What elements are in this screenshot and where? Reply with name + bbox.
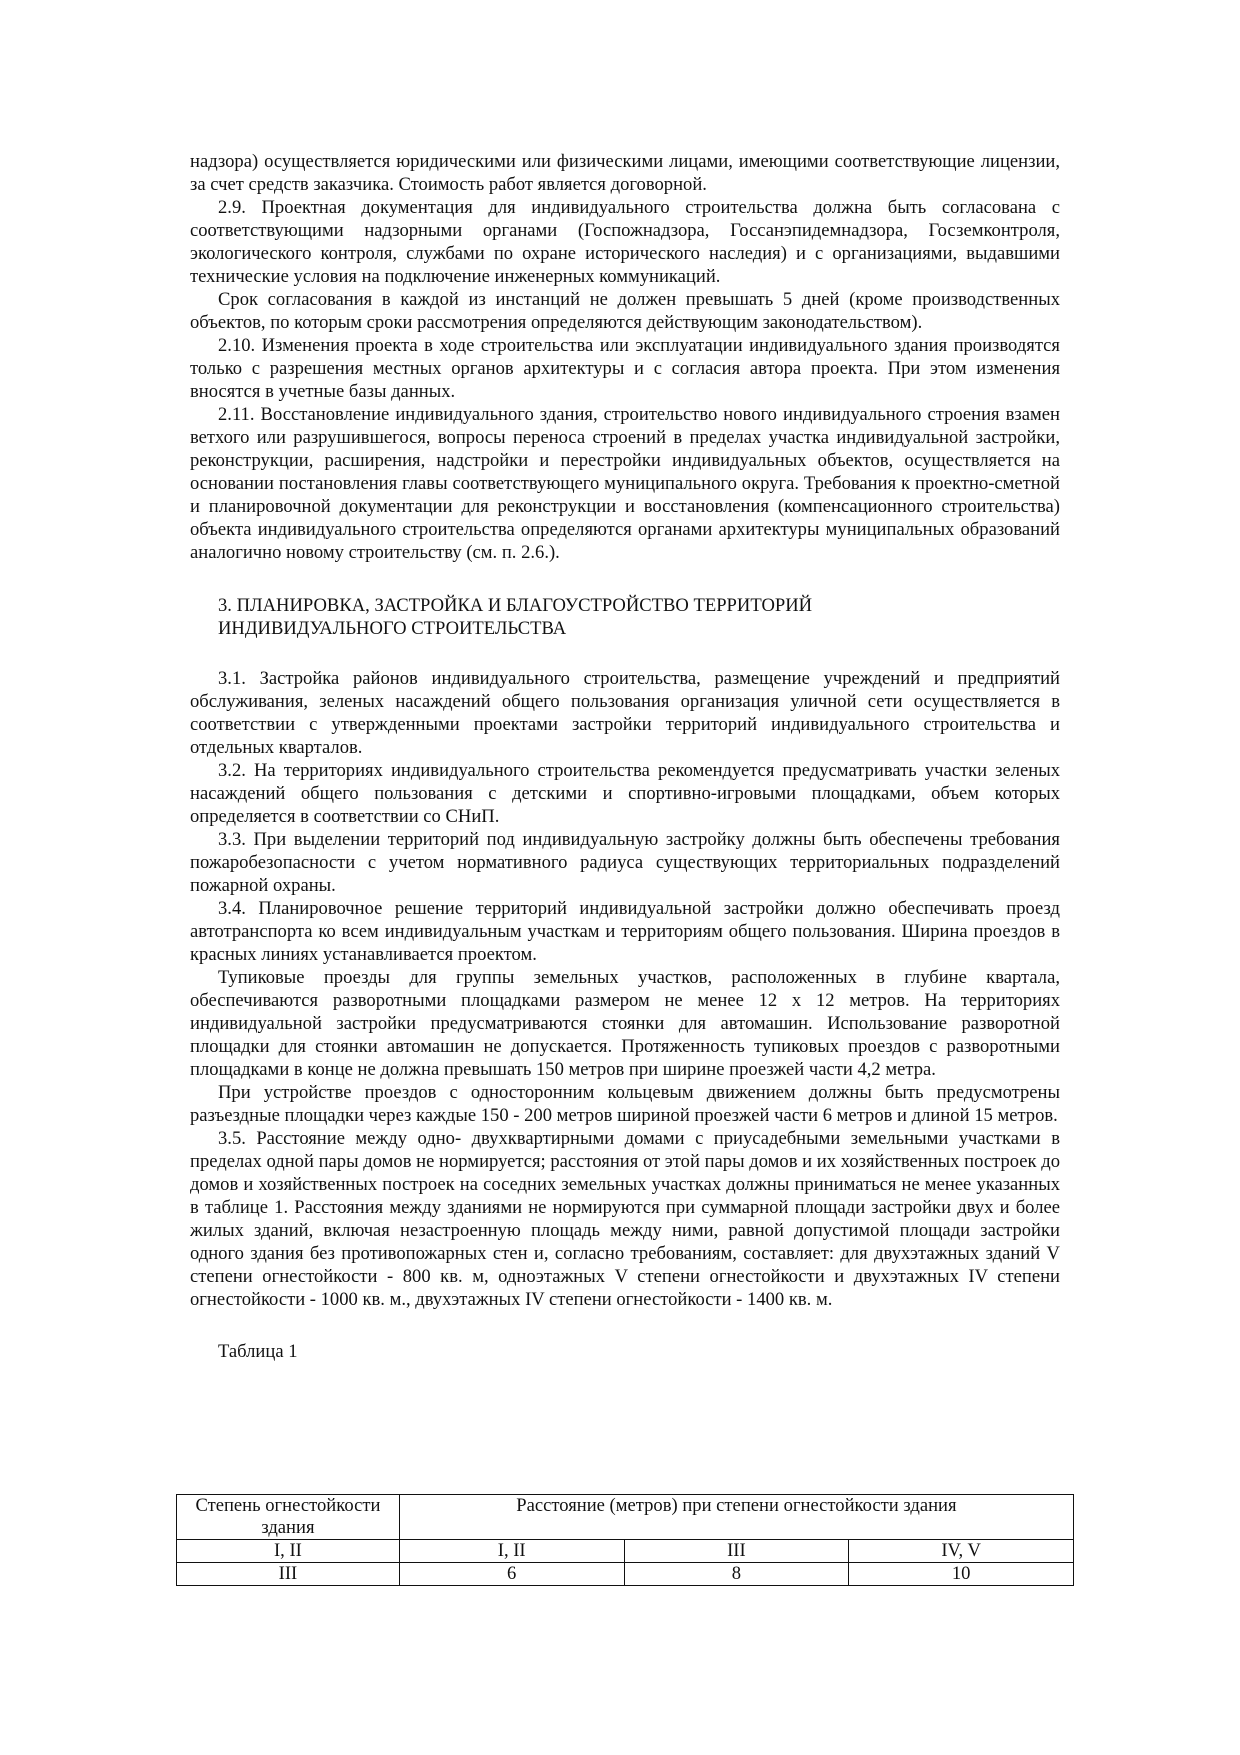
- table-cell: 10: [849, 1563, 1074, 1586]
- table-header-fire-degree: Степень огнестойкости здания: [177, 1495, 400, 1540]
- table-cell: III: [624, 1540, 849, 1563]
- paragraph-3-4: 3.4. Планировочное решение территорий индивидуальной застройки должно обеспечивать проезд автотранспорта ко всем индивидуальным участкам и территориям общего пользования. Ширина проездов в красных линиях устанавливается проектом.: [190, 898, 1060, 965]
- document-page: [190, 150, 1060, 1381]
- fire-distance-table: [176, 1494, 1074, 1586]
- paragraph-3-3: 3.3. При выделении территорий под индивидуальную застройку должны быть обеспечены требования пожаробезопасности с учетом нормативного радиуса существующих территориальных подразделений пожарной охраны.: [190, 829, 1060, 896]
- paragraph-dead-end-roads: Тупиковые проезды для группы земельных участков, расположенных в глубине квартала, обеспечиваются разворотными площадками размером не менее 12 х 12 метров. На территориях индивидуальной застройки предусматриваются стоянки для автомашин. Использование разворотной площадки для стоянки автомашин не допускается. Протяженность тупиковых проездов с разворотными площадками в конце не должна превышать 150 метров при ширине проезжей части 4,2 метра.: [190, 967, 1060, 1080]
- table-cell: 8: [624, 1563, 849, 1586]
- paragraph-2-10: 2.10. Изменения проекта в ходе строительства или эксплуатации индивидуального здания производятся только с разрешения местных органов архитектуры и с согласия автора проекта. При этом изменения вносятся в учетные базы данных.: [190, 335, 1060, 402]
- table-cell: IV, V: [849, 1540, 1074, 1563]
- paragraph-one-way-roads: При устройстве проездов с односторонним кольцевым движением должны быть предусмотрены разъездные площадки через каждые 150 - 200 метров шириной проезжей части 6 метров и длиной 15 метров.: [190, 1082, 1060, 1126]
- table-row: [177, 1563, 1074, 1586]
- paragraph-2-9: 2.9. Проектная документация для индивидуального строительства должна быть согласована с соответствующими надзорными органами (Госпожнадзора, Госсанэпидемнадзора, Госземконтроля, экологического контроля, службами по охране исторического наследия) и с организациями, выдавшими технические условия на подключение инженерных коммуникаций.: [190, 197, 1060, 287]
- paragraph-3-5: 3.5. Расстояние между одно- двухквартирными домами с приусадебными земельными участками в пределах одной пары домов не нормируется; расстояния от этой пары домов и их хозяйственных построек до домов и хозяйственных построек на соседних земельных участках должны приниматься не менее указанных в таблице 1. Расстояния между зданиями не нормируются при суммарной площади застройки двух и более жилых зданий, включая незастроенную площадь между ними, равной допустимой площади застройки одного здания без противопожарных стен и, согласно требованиям, составляет: для двухэтажных зданий V степени огнестойкости - 800 кв. м, одноэтажных V степени огнестойкости и двухэтажных IV степени огнестойкости - 1000 кв. м., двухэтажных IV степени огнестойкости - 1400 кв. м.: [190, 1128, 1060, 1310]
- table-caption: Таблица 1: [218, 1341, 298, 1362]
- section-heading: [218, 594, 1060, 640]
- section-heading-line-2: ИНДИВИДУАЛЬНОГО СТРОИТЕЛЬСТВА: [218, 618, 567, 639]
- paragraph-continuation: надзора) осуществляется юридическими или физическими лицами, имеющими соответствующие лицензии, за счет средств заказчика. Стоимость работ является договорной.: [190, 151, 1060, 195]
- table-cell: III: [177, 1563, 400, 1586]
- paragraph-3-2: 3.2. На территориях индивидуального строительства рекомендуется предусматривать участки зеленых насаждений общего пользования с детскими и спортивно-игровыми площадками, объем которых определяется в соответствии со СНиП.: [190, 760, 1060, 827]
- paragraph-3-1: 3.1. Застройка районов индивидуального строительства, размещение учреждений и предприятий обслуживания, зеленых насаждений общего пользования организация уличной сети осуществляется в соответствии с утвержденными проектами застройки территорий индивидуального строительства и отдельных кварталов.: [190, 668, 1060, 758]
- paragraph-2-11: 2.11. Восстановление индивидуального здания, строительство нового индивидуального строения взамен ветхого или разрушившегося, вопросы переноса строений в пределах участка индивидуальной застройки, реконструкции, расширения, надстройки и перестройки индивидуальных объектов, осуществляется на основании постановления главы соответствующего муниципального округа. Требования к проектно-сметной и планировочной документации для реконструкции и восстановления (компенсационного строительства) объекта индивидуального строительства определяются органами архитектуры муниципальных образований аналогично новому строительству (см. п. 2.6.).: [190, 404, 1060, 563]
- section-heading-line-1: 3. ПЛАНИРОВКА, ЗАСТРОЙКА И БЛАГОУСТРОЙСТВО ТЕРРИТОРИЙ: [218, 595, 813, 616]
- table-cell: I, II: [399, 1540, 624, 1563]
- table-header-distance: Расстояние (метров) при степени огнестойкости здания: [399, 1495, 1073, 1540]
- table-cell: I, II: [177, 1540, 400, 1563]
- table-subheader-row: [177, 1540, 1074, 1563]
- paragraph-approval-term: Срок согласования в каждой из инстанций не должен превышать 5 дней (кроме производственных объектов, по которым сроки рассмотрения определяются действующим законодательством).: [190, 289, 1060, 333]
- table-header-row: [177, 1495, 1074, 1540]
- table-cell: 6: [399, 1563, 624, 1586]
